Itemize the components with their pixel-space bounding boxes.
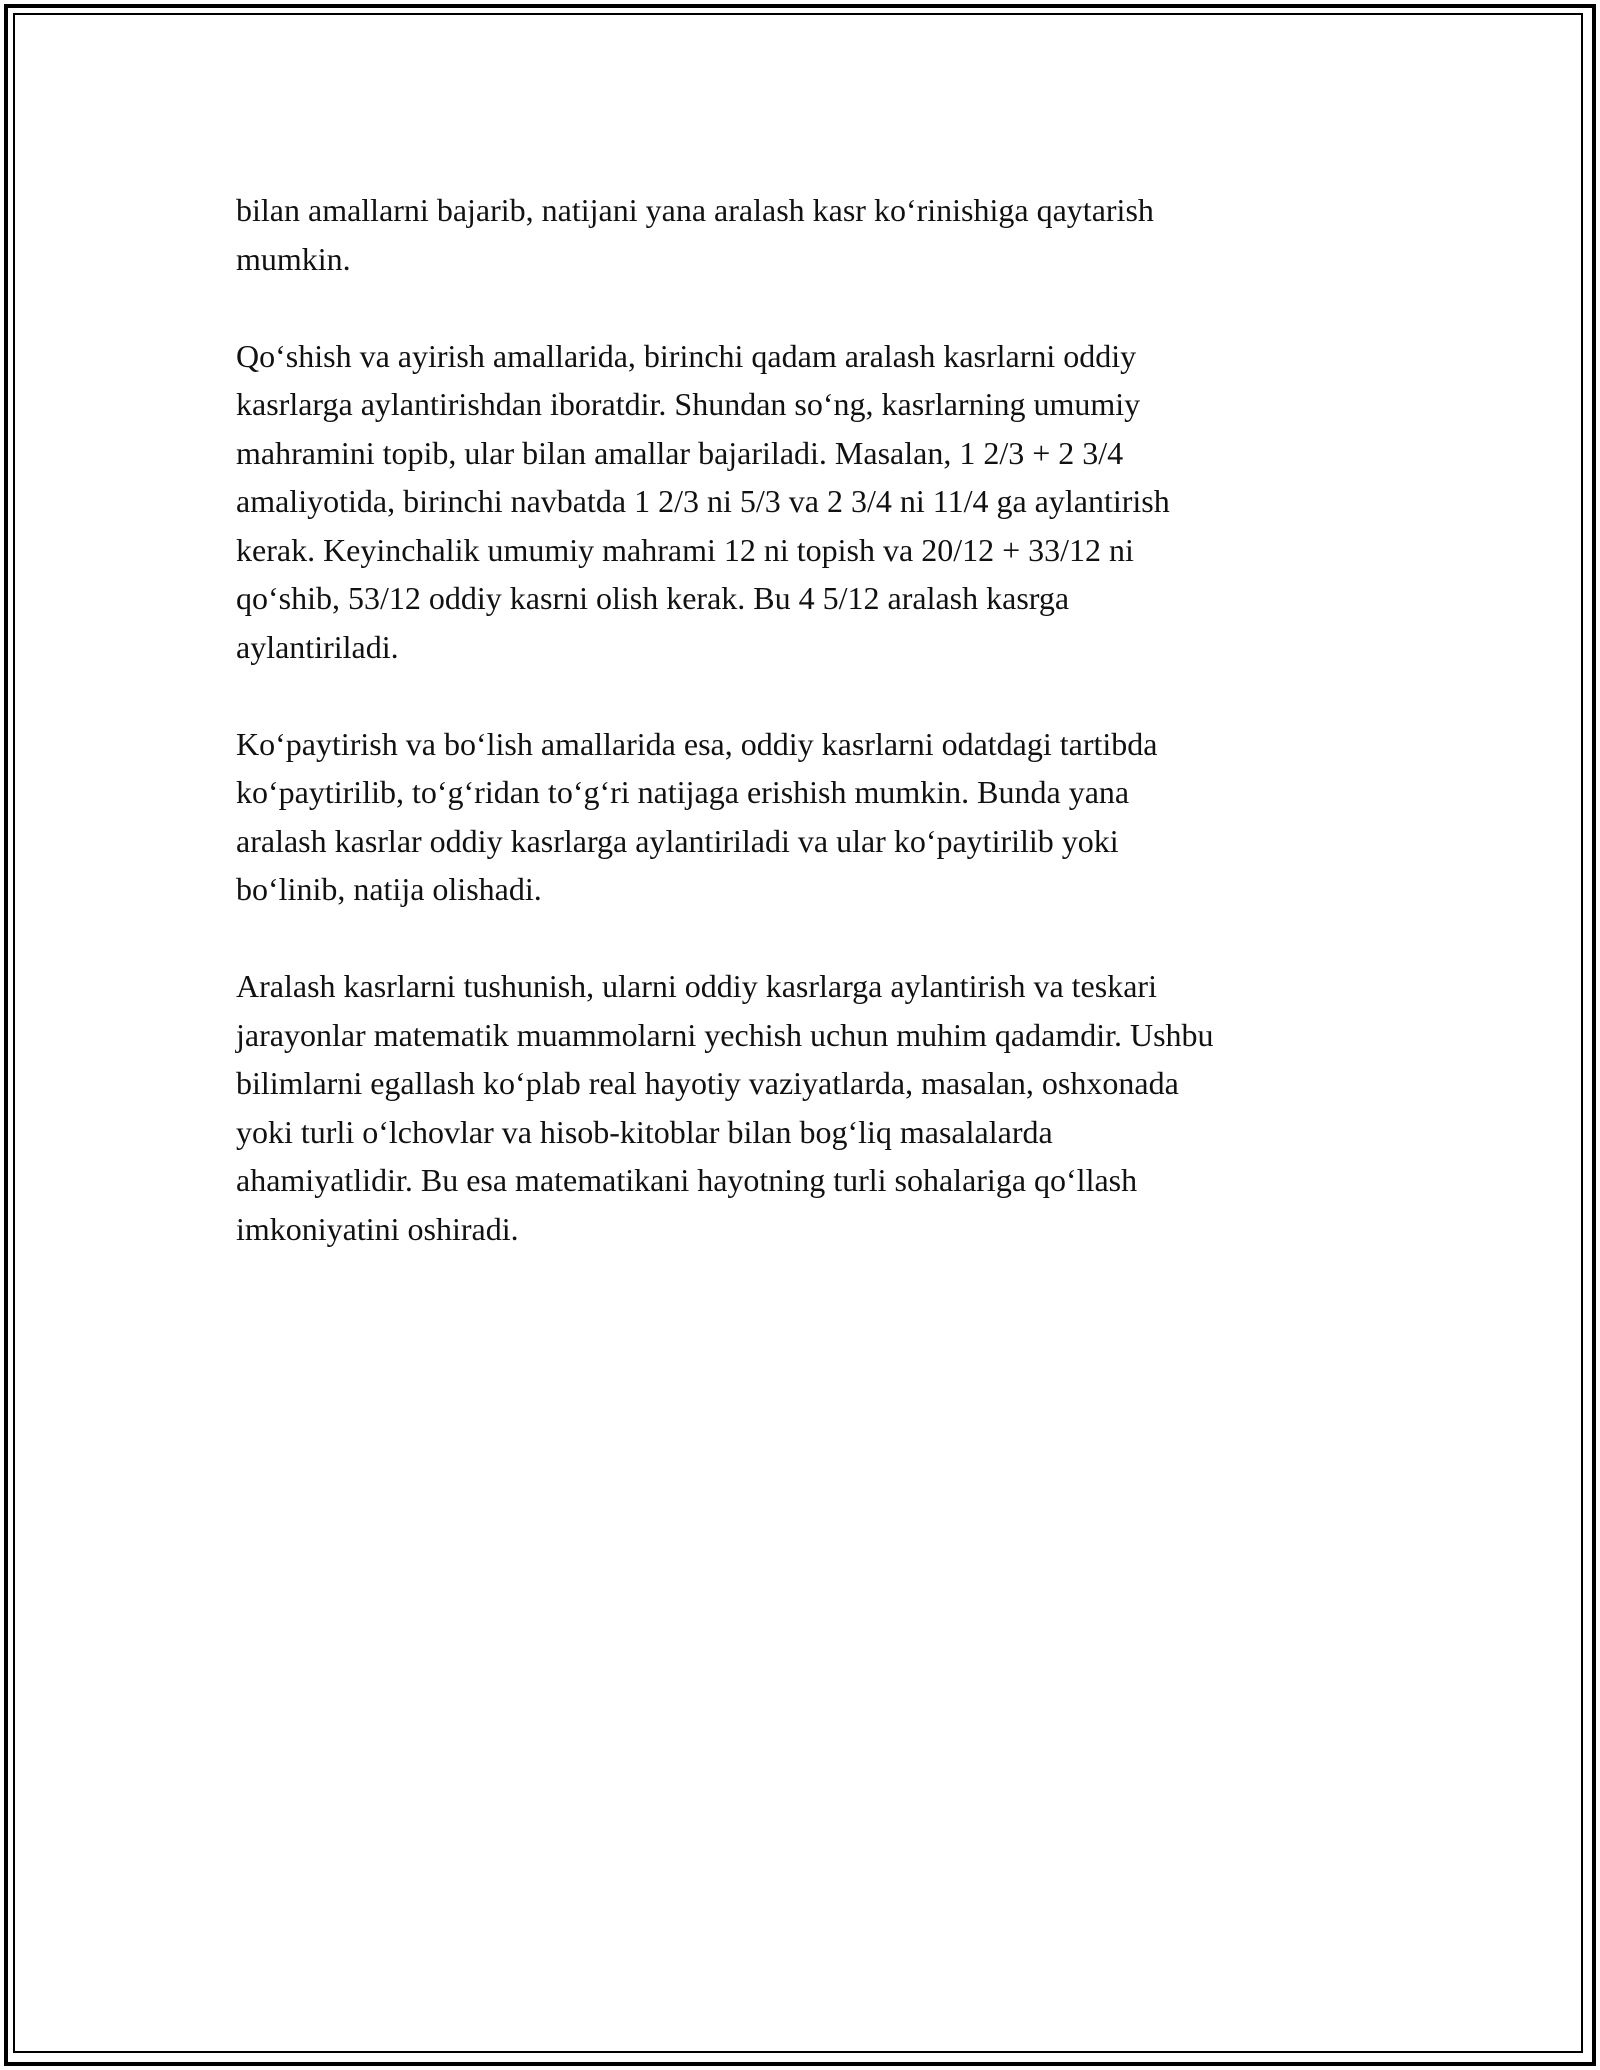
paragraph-line: qoʻshib, 53/12 oddiy kasrni olish kerak. Bu 4 5/12 aralash kasrga [236, 580, 1070, 616]
paragraph-4 [236, 962, 1366, 1253]
paragraph-line: kerak. Keyinchalik umumiy mahrami 12 ni topish va 20/12 + 33/12 ni [236, 531, 1134, 568]
paragraph-line: mahramini topib, ular bilan amallar bajariladi. Masalan, 1 2/3 + 2 3/4 [236, 434, 1124, 471]
paragraph-line: ahamiyatlidir. Bu esa matematikani hayotning turli sohalariga qoʻllash [236, 1162, 1138, 1198]
paragraph-line: bilan amallarni bajarib, natijani yana aralash kasr koʻrinishiga qaytarish [236, 192, 1154, 228]
paragraph-line: boʻlinib, natija olishadi. [236, 871, 542, 907]
paragraph-line: amaliyotida, birinchi navbatda 1 2/3 ni 5/3 va 2 3/4 ni 11/4 ga aylantirish [236, 483, 1170, 519]
paragraph-line: mumkin. [236, 240, 351, 277]
document-body [236, 186, 1366, 1302]
paragraph-line: koʻpaytirilib, toʻgʻridan toʻgʻri natijaga erishish mumkin. Bunda yana [236, 774, 1130, 810]
paragraph-line: imkoniyatini oshiradi. [236, 1210, 519, 1247]
paragraph-line: Aralash kasrlarni tushunish, ularni oddiy kasrlarga aylantirish va teskari [236, 968, 1157, 1004]
paragraph-line: kasrlarga aylantirishdan iboratdir. Shundan soʻng, kasrlarning umumiy [236, 386, 1141, 422]
paragraph-line: jarayonlar matematik muammolarni yechish uchun muhim qadamdir. Ushbu [236, 1016, 1214, 1053]
paragraph-line: aralash kasrlar oddiy kasrlarga aylantiriladi va ular koʻpaytirilib yoki [236, 822, 1119, 859]
paragraph-line: Qoʻshish va ayirish amallarida, birinchi qadam aralash kasrlarni oddiy [236, 337, 1137, 374]
paragraph-line: aylantiriladi. [236, 628, 399, 665]
paragraph-line: Koʻpaytirish va boʻlish amallarida esa, oddiy kasrlarni odatdagi tartibda [236, 725, 1158, 762]
paragraph-2 [236, 332, 1366, 672]
paragraph-1 [236, 186, 1366, 283]
paragraph-line: yoki turli oʻlchovlar va hisob-kitoblar bilan bogʻliq masalalarda [236, 1113, 1053, 1150]
paragraph-3 [236, 720, 1366, 914]
paragraph-line: bilimlarni egallash koʻplab real hayotiy vaziyatlarda, masalan, oshxonada [236, 1065, 1179, 1101]
